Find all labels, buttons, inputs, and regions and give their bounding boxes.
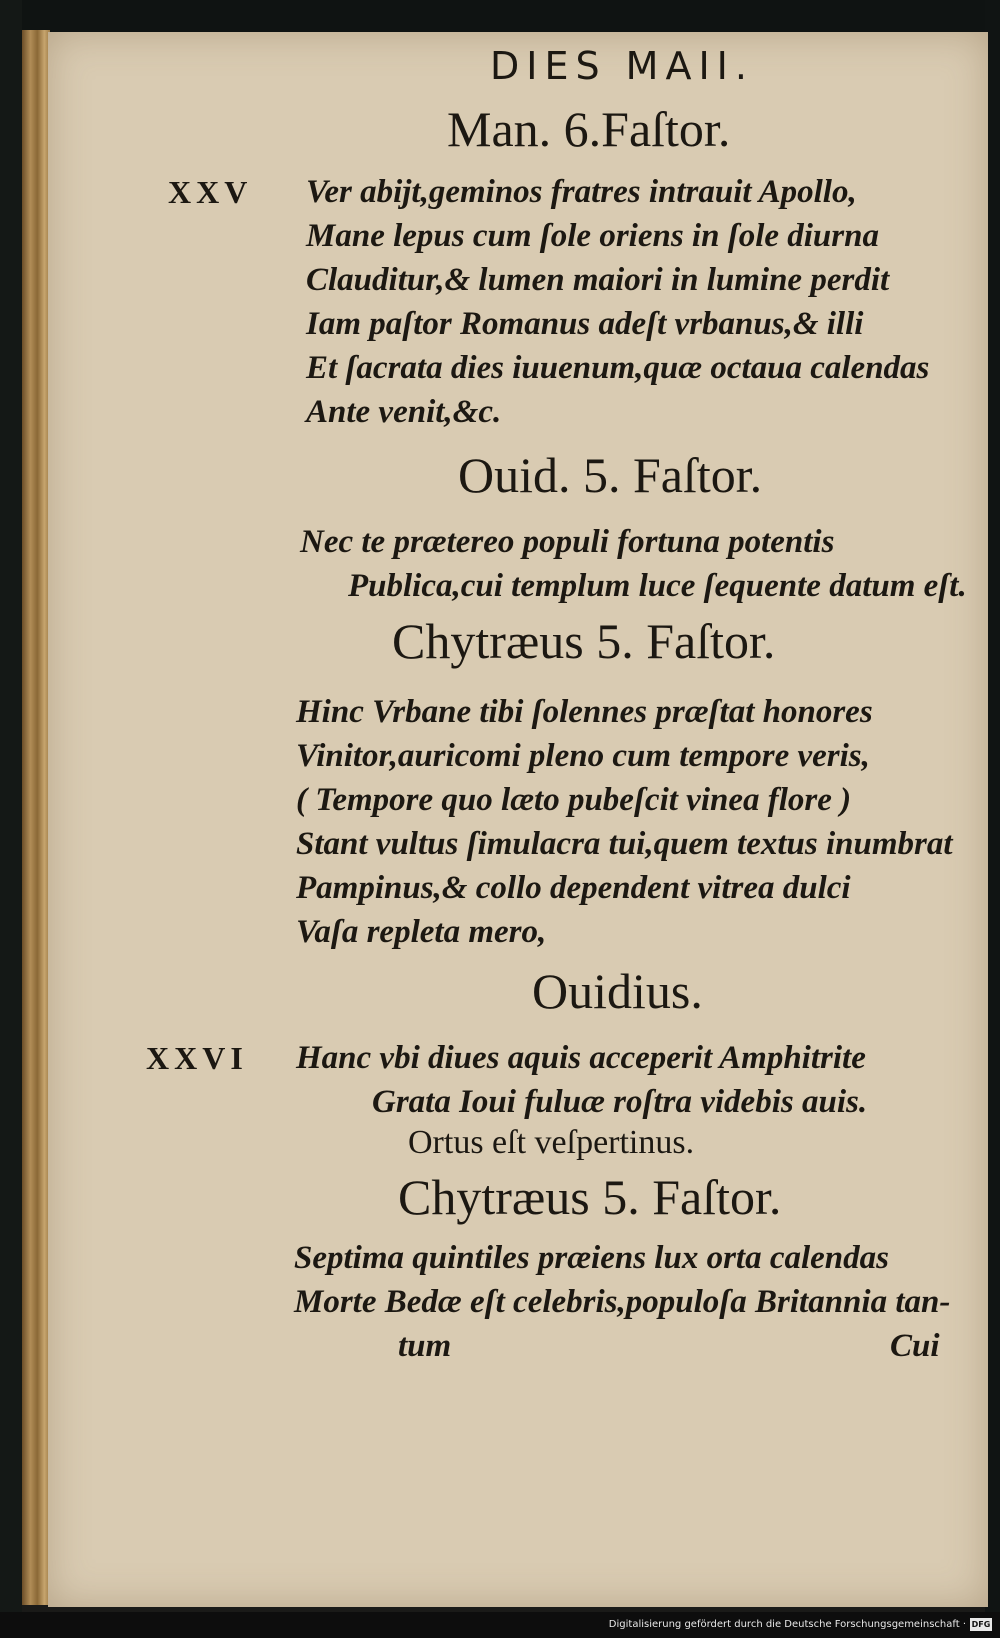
verse-line: Morte Bedæ eſt celebris,populoſa Britannia tan- xyxy=(294,1284,951,1320)
section-heading: Man. 6.Faſtor. xyxy=(447,101,731,157)
verse-line: Septima quintiles præiens lux orta calendas xyxy=(294,1240,889,1276)
section-heading: Ouid. 5. Faſtor. xyxy=(458,447,763,503)
note-line: Ortus eſt veſpertinus. xyxy=(408,1124,695,1161)
verse-line: Vaſa repleta mero, xyxy=(296,914,547,950)
verse-line: Pampinus,& collo dependent vitrea dulci xyxy=(296,870,851,906)
dfg-logo: DFG xyxy=(971,1620,991,1629)
verse-line: Et ſacrata dies iuuenum,quæ octaua calendas xyxy=(306,350,930,386)
verse-line: Ante venit,&c. xyxy=(306,394,502,430)
scan-board-left xyxy=(0,0,22,1638)
verse-line: Clauditur,& lumen maiori in lumine perdit xyxy=(306,262,890,298)
verse-line: Vinitor,auricomi pleno cum tempore veris, xyxy=(296,738,870,774)
verse-line: Hinc Vrbane tibi ſolennes præſtat honores xyxy=(296,694,873,730)
running-header: DIES MAII. xyxy=(490,44,754,88)
verse-line: Ver abijt,geminos fratres intrauit Apollo, xyxy=(306,174,857,210)
verse-line: ( Tempore quo læto pubeſcit vinea flore ) xyxy=(296,782,852,818)
margin-date-mark: XXV xyxy=(168,174,253,210)
section-heading: Chytræus 5. Faſtor. xyxy=(398,1169,782,1225)
digitization-credit: Digitalisierung gefördert durch die Deutsche Forschungsgemeinschaft · xyxy=(608,1619,966,1630)
verse-line: Hanc vbi diues aquis acceperit Amphitrite xyxy=(296,1040,866,1076)
verse-line: Publica,cui templum luce ſequente datum eſt. xyxy=(348,568,967,604)
section-heading: Ouidius. xyxy=(532,963,703,1019)
verse-line: Nec te prætereo populi fortuna potentis xyxy=(300,524,835,560)
book-fore-edge xyxy=(22,30,50,1605)
verse-line: Mane lepus cum ſole oriens in ſole diurna xyxy=(306,218,879,254)
verse-line: tum xyxy=(398,1328,452,1364)
verse-line: Grata Ioui fuluæ roſtra videbis auis. xyxy=(372,1084,868,1120)
catchword: Cui xyxy=(890,1328,940,1364)
verse-line: Stant vultus ſimulacra tui,quem textus inumbrat xyxy=(296,826,953,862)
verse-line: Iam paſtor Romanus adeſt vrbanus,& illi xyxy=(306,306,864,342)
section-heading: Chytræus 5. Faſtor. xyxy=(392,613,776,669)
margin-date-mark: XXVI xyxy=(146,1040,248,1076)
